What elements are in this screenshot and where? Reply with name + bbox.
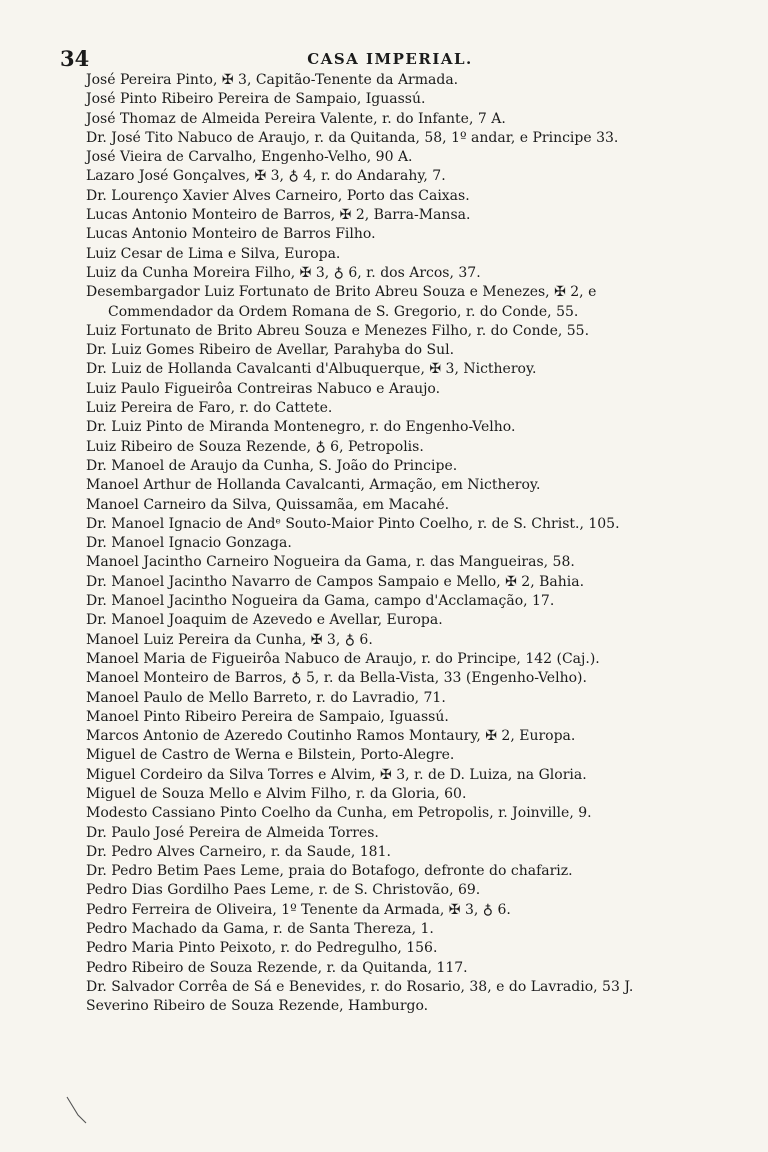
page-header bbox=[60, 46, 720, 74]
entry-line: Manoel Paulo de Mello Barreto, r. do Lavradio, 71. bbox=[86, 689, 446, 706]
margin-pencil-mark bbox=[66, 1095, 88, 1125]
entry-line: Severino Ribeiro de Souza Rezende, Hamburgo. bbox=[86, 998, 429, 1015]
entry-line: Dr. Salvador Corrêa de Sá e Benevides, r. do Rosario, 38, e do Lavradio, 53 J. bbox=[86, 978, 634, 995]
entry-list bbox=[86, 71, 726, 1017]
entry-line: Manoel Jacintho Carneiro Nogueira da Gama, r. das Mangueiras, 58. bbox=[86, 554, 575, 571]
entry-line: Commendador da Ordem Romana de S. Gregorio, r. do Conde, 55. bbox=[108, 303, 579, 320]
entry-line: Dr. Manoel de Araujo da Cunha, S. João do Principe. bbox=[86, 457, 458, 474]
entry-line: Dr. Manoel Ignacio Gonzaga. bbox=[86, 535, 292, 552]
entry-line: Dr. Manoel Ignacio de Andᵉ Souto-Maior Pinto Coelho, r. de S. Christ., 105. bbox=[86, 515, 620, 532]
page-number: 34 bbox=[60, 46, 90, 71]
entry-line: Pedro Ferreira de Oliveira, 1º Tenente da Armada, ✠ 3, ♁ 6. bbox=[86, 901, 511, 918]
entry-line: Pedro Maria Pinto Peixoto, r. do Pedregulho, 156. bbox=[86, 940, 438, 957]
entry-line: Dr. Paulo José Pereira de Almeida Torres. bbox=[86, 824, 379, 841]
entry-line: Dr. José Tito Nabuco de Araujo, r. da Quitanda, 58, 1º andar, e Principe 33. bbox=[86, 129, 619, 146]
entry-line: Luiz Cesar de Lima e Silva, Europa. bbox=[86, 245, 341, 262]
entry-line: Miguel de Castro de Werna e Bilstein, Porto-Alegre. bbox=[86, 747, 455, 764]
entry-line: Luiz Ribeiro de Souza Rezende, ♁ 6, Petropolis. bbox=[86, 438, 424, 455]
entry-line: José Thomaz de Almeida Pereira Valente, r. do Infante, 7 A. bbox=[86, 110, 506, 127]
entry-line: Dr. Luiz de Hollanda Cavalcanti d'Albuquerque, ✠ 3, Nictheroy. bbox=[86, 361, 537, 378]
entry-line: Pedro Machado da Gama, r. de Santa Thereza, 1. bbox=[86, 921, 434, 938]
entry-line: Dr. Pedro Alves Carneiro, r. da Saude, 181. bbox=[86, 843, 391, 860]
entry-line: Miguel de Souza Mello e Alvim Filho, r. da Gloria, 60. bbox=[86, 785, 467, 802]
running-title: CASA IMPERIAL. bbox=[307, 50, 473, 68]
entry-line: Luiz Fortunato de Brito Abreu Souza e Menezes Filho, r. do Conde, 55. bbox=[86, 322, 590, 339]
entry-line: Lucas Antonio Monteiro de Barros, ✠ 2, Barra-Mansa. bbox=[86, 207, 471, 224]
entry-line: Dr. Lourenço Xavier Alves Carneiro, Porto das Caixas. bbox=[86, 187, 470, 204]
entry-line: Luiz Pereira de Faro, r. do Cattete. bbox=[86, 400, 333, 417]
entry-line: Dr. Luiz Gomes Ribeiro de Avellar, Parahyba do Sul. bbox=[86, 342, 455, 359]
entry-line: Manoel Monteiro de Barros, ♁ 5, r. da Bella-Vista, 33 (Engenho-Velho). bbox=[86, 670, 587, 687]
entry-line: Manoel Pinto Ribeiro Pereira de Sampaio, Iguassú. bbox=[86, 708, 449, 725]
entry-line: Dr. Manoel Joaquim de Azevedo e Avellar, Europa. bbox=[86, 612, 443, 629]
entry-line: Luiz da Cunha Moreira Filho, ✠ 3, ♁ 6, r. dos Arcos, 37. bbox=[86, 264, 481, 281]
entry-line: Marcos Antonio de Azeredo Coutinho Ramos Montaury, ✠ 2, Europa. bbox=[86, 728, 576, 745]
entry-line: José Vieira de Carvalho, Engenho-Velho, 90 A. bbox=[86, 149, 413, 166]
entry-line: Manoel Maria de Figueirôa Nabuco de Araujo, r. do Principe, 142 (Caj.). bbox=[86, 650, 600, 667]
entry-line: Manoel Arthur de Hollanda Cavalcanti, Armação, em Nictheroy. bbox=[86, 477, 541, 494]
entry-line: Manoel Luiz Pereira da Cunha, ✠ 3, ♁ 6. bbox=[86, 631, 373, 648]
entry-line: Dr. Manoel Jacintho Nogueira da Gama, campo d'Acclamação, 17. bbox=[86, 593, 555, 610]
entry-line: Dr. Luiz Pinto de Miranda Montenegro, r. do Engenho-Velho. bbox=[86, 419, 516, 436]
entry-line: Pedro Ribeiro de Souza Rezende, r. da Quitanda, 117. bbox=[86, 959, 468, 976]
entry-line: Lucas Antonio Monteiro de Barros Filho. bbox=[86, 226, 376, 243]
entry-line: José Pinto Ribeiro Pereira de Sampaio, Iguassú. bbox=[86, 91, 426, 108]
entry-line: Dr. Manoel Jacintho Navarro de Campos Sampaio e Mello, ✠ 2, Bahia. bbox=[86, 573, 585, 590]
entry-line: Modesto Cassiano Pinto Coelho da Cunha, em Petropolis, r. Joinville, 9. bbox=[86, 805, 592, 822]
entry-line: Dr. Pedro Betim Paes Leme, praia do Botafogo, defronte do chafariz. bbox=[86, 863, 573, 880]
entry-line: Manoel Carneiro da Silva, Quissamãa, em Macahé. bbox=[86, 496, 450, 513]
entry-line: Pedro Dias Gordilho Paes Leme, r. de S. Christovão, 69. bbox=[86, 882, 481, 899]
entry-line: Lazaro José Gonçalves, ✠ 3, ♁ 4, r. do Andarahy, 7. bbox=[86, 168, 446, 185]
entry-line: Desembargador Luiz Fortunato de Brito Abreu Souza e Menezes, ✠ 2, e bbox=[86, 284, 597, 301]
entry-line: Miguel Cordeiro da Silva Torres e Alvim, ✠ 3, r. de D. Luiza, na Gloria. bbox=[86, 766, 587, 783]
entry-line: Luiz Paulo Figueirôa Contreiras Nabuco e Araujo. bbox=[86, 380, 441, 397]
entry-line: José Pereira Pinto, ✠ 3, Capitão-Tenente da Armada. bbox=[86, 72, 459, 88]
